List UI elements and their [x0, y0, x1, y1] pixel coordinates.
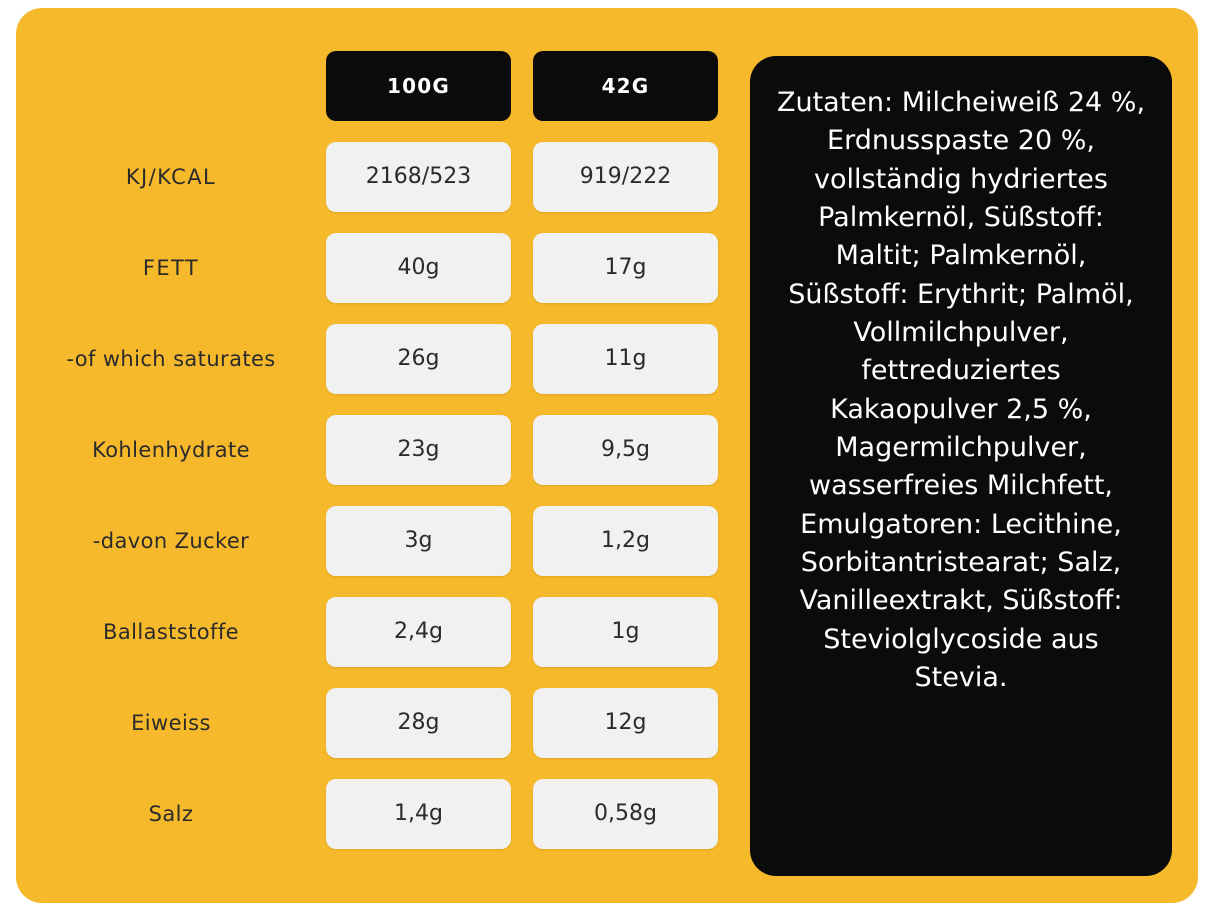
cell-eiweiss-100g: 28g: [326, 688, 511, 758]
table-row: [16, 495, 736, 586]
ingredients-card: [750, 56, 1172, 876]
cell-zucker-42g: 1,2g: [533, 506, 718, 576]
table-row: [16, 313, 736, 404]
cell-fett-100g: 40g: [326, 233, 511, 303]
table-row: [16, 677, 736, 768]
cell-saturates-42g: 11g: [533, 324, 718, 394]
row-label-davon-zucker: -davon Zucker: [92, 528, 250, 553]
cell-kj-kcal-42g: 919/222: [533, 142, 718, 212]
cell-kj-kcal-100g: 2168/523: [326, 142, 511, 212]
table-row: [16, 586, 736, 677]
row-label-kohlenhydrate: Kohlenhydrate: [92, 437, 250, 462]
cell-salz-42g: 0,58g: [533, 779, 718, 849]
cell-fett-42g: 17g: [533, 233, 718, 303]
row-label-kj-kcal: KJ/KCAL: [125, 164, 217, 189]
row-label-eiweiss: Eiweiss: [131, 710, 211, 735]
cell-zucker-100g: 3g: [326, 506, 511, 576]
row-label-salz: Salz: [148, 801, 194, 826]
cell-saturates-100g: 26g: [326, 324, 511, 394]
table-header-row: [16, 40, 736, 131]
ingredients-text: Zutaten: Milcheiweiß 24 %, Erdnusspaste 20 %, vollständig hydriertes Palmkernöl, Süßstoff: Maltit; Palmkernöl, Süßstoff: Erythrit; Palmöl, Vollmilchpulver, fettreduziertes Kakaopulver 2,5 %, Magermilchpulver, wasserfreies Milchfett, Emulgatoren: Lecithine, Sorbitantristearat; Salz, Vanilleextrakt, Süßstoff: Steviolglycoside aus Stevia.: [776, 87, 1146, 693]
cell-eiweiss-42g: 12g: [533, 688, 718, 758]
row-label-fett: FETT: [142, 255, 200, 280]
column-header-42g: 42G: [533, 51, 718, 121]
table-row: [16, 222, 736, 313]
table-row: [16, 404, 736, 495]
column-header-100g: 100G: [326, 51, 511, 121]
table-row: [16, 131, 736, 222]
cell-ballaststoffe-42g: 1g: [533, 597, 718, 667]
cell-kohlenhydrate-100g: 23g: [326, 415, 511, 485]
cell-ballaststoffe-100g: 2,4g: [326, 597, 511, 667]
row-label-of-which-saturates: -of which saturates: [66, 346, 276, 371]
cell-salz-100g: 1,4g: [326, 779, 511, 849]
table-row: [16, 768, 736, 859]
nutrition-table: [16, 40, 736, 880]
row-label-ballaststoffe: Ballaststoffe: [103, 619, 239, 644]
nutrition-panel: [16, 8, 1198, 903]
cell-kohlenhydrate-42g: 9,5g: [533, 415, 718, 485]
